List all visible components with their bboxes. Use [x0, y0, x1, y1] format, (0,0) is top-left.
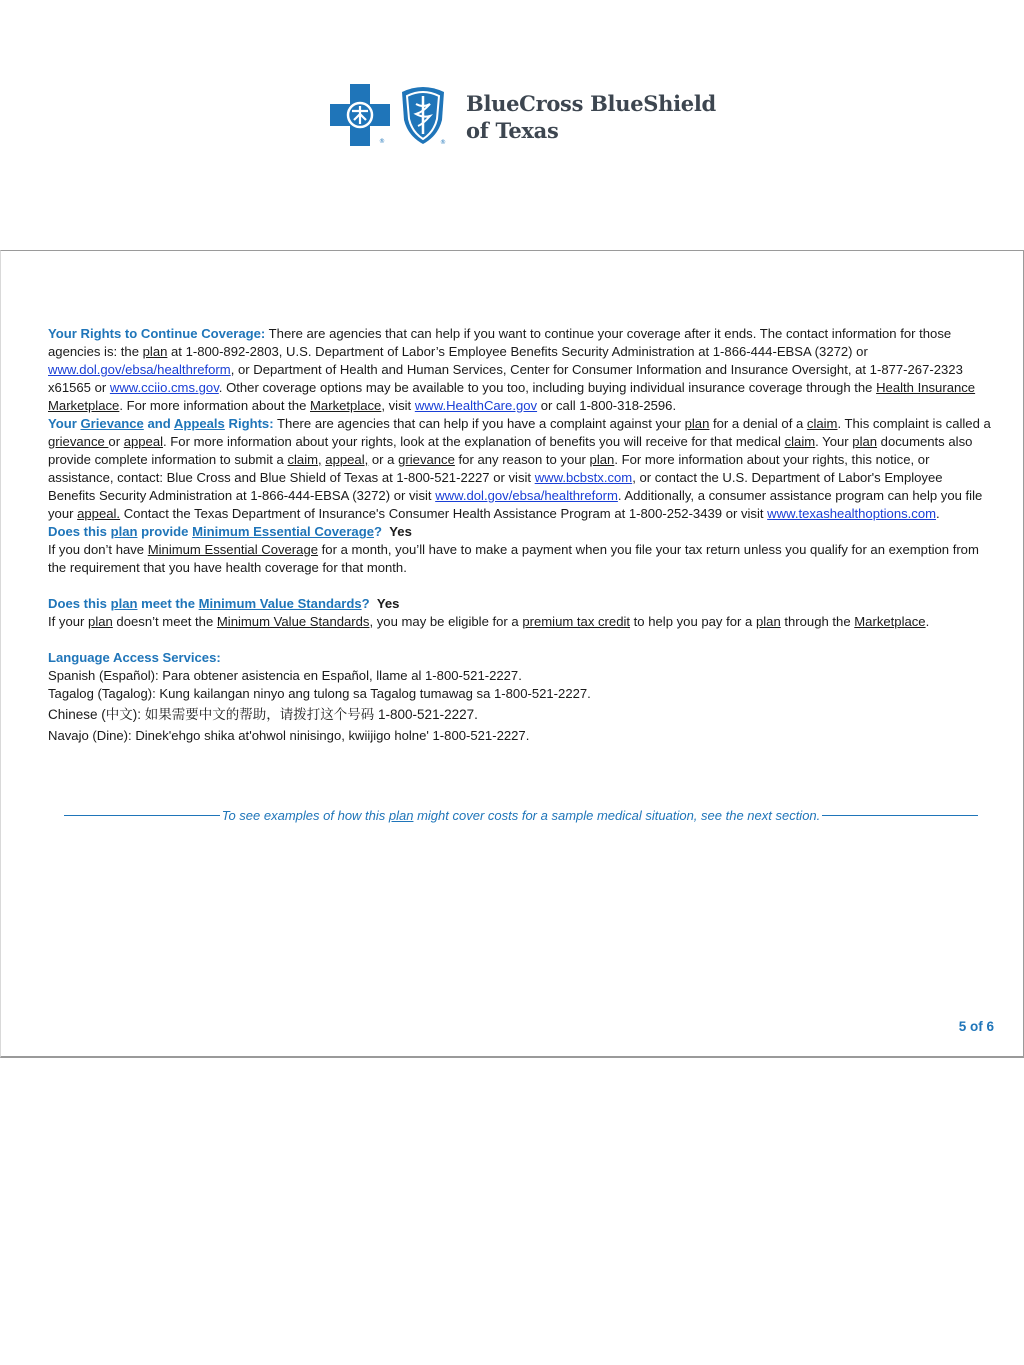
brand-name-line2: of Texas [466, 118, 559, 143]
mvs-answer: Yes [376, 596, 400, 611]
rights-continue-heading: Your Rights to Continue Coverage: [48, 326, 266, 341]
mec-question [48, 523, 993, 541]
text: or [108, 434, 124, 449]
brand-name-line1: BlueCross BlueShield [466, 91, 716, 116]
glossary-term-appeal[interactable]: appeal. [77, 506, 121, 521]
text: for any reason to your [454, 452, 590, 467]
text: . [936, 506, 940, 521]
text: , or contact the U.S. Department of Labor's Employee Benefits Security Administration at 1-866-444-EBSA (3272) or visit [48, 470, 943, 503]
link-bcbstx[interactable]: www.bcbstx.com [534, 470, 633, 485]
glossary-term-grievance[interactable]: grievance [398, 452, 455, 467]
text: If you don’t have [48, 542, 148, 557]
grievance-appeals-section [48, 415, 993, 523]
language-spanish: Spanish (Español): Para obtener asistencia en Español, llame al 1-800-521-2227. [48, 668, 522, 683]
text: . Additionally, a consumer assistance program can help you file your [48, 488, 983, 521]
grievance-heading-your: Your [48, 416, 81, 431]
text: There are agencies that can help if you want to continue your coverage after it ends. The contact information for those agencies is: the [48, 326, 952, 359]
language-access-heading: Language Access Services: [48, 650, 221, 665]
language-navajo: Navajo (Dine): Dinek'ehgo shika at'ohwol ninisingo, kwiijigo holne' 1-800-521-2227. [48, 728, 530, 743]
divider-rule-right [822, 815, 978, 816]
mec-question-text: ? [374, 524, 382, 539]
glossary-term-plan[interactable]: plan [684, 416, 710, 431]
glossary-term-marketplace[interactable]: Marketplace [854, 614, 926, 629]
text: , visit [381, 398, 415, 413]
mvs-question-text: meet the [137, 596, 199, 611]
brand-name [466, 90, 716, 144]
grievance-heading-and: and [143, 416, 174, 431]
language-chinese: Chinese (中文): 如果需要中文的帮助，请拨打这个号码 1-800-521-2227. [48, 707, 478, 722]
mec-question-text: Does this [48, 524, 111, 539]
mvs-section [48, 595, 993, 631]
glossary-term-plan[interactable]: plan [589, 452, 615, 467]
text: . This complaint is called a [837, 416, 991, 431]
glossary-term-appeal[interactable]: appeal, [325, 452, 369, 467]
text: or a [368, 452, 399, 467]
link-healthcare-gov[interactable]: www.HealthCare.gov [414, 398, 538, 413]
text: There are agencies that can help if you have a complaint against your [273, 416, 685, 431]
mec-body [48, 541, 993, 577]
glossary-term-claim[interactable]: claim [784, 434, 816, 449]
glossary-term-marketplace[interactable]: Marketplace [310, 398, 382, 413]
glossary-term-plan[interactable]: plan [110, 596, 138, 611]
glossary-term-minimum-essential-coverage[interactable]: Minimum Essential Coverage [192, 524, 374, 539]
glossary-term-plan[interactable]: plan [755, 614, 781, 629]
text: documents also provide complete information to submit a [48, 434, 973, 467]
glossary-term-claim[interactable]: claim, [287, 452, 322, 467]
rights-continue-section [48, 325, 993, 415]
blue-shield-caduceus-icon [398, 84, 448, 151]
link-cciio[interactable]: www.cciio.cms.gov [109, 380, 219, 395]
divider-rule-left [64, 815, 220, 816]
mvs-body [48, 613, 993, 631]
glossary-term-health-insurance-marketplace[interactable]: Health Insurance Marketplace [48, 380, 976, 413]
glossary-term-plan[interactable]: plan [110, 524, 138, 539]
text: for a denial of a [709, 416, 807, 431]
glossary-term-minimum-value-standards[interactable]: Minimum Value Standards [198, 596, 362, 611]
grievance-heading-rights: Rights: [224, 416, 274, 431]
glossary-term-claim[interactable]: claim [806, 416, 838, 431]
text: . For more information about your rights, look at the explanation of benefits you will receive for that medical [163, 434, 785, 449]
text: . For more information about the [119, 398, 311, 413]
text: . Your [815, 434, 853, 449]
text: at 1-800-892-2803, U.S. Department of Labor’s Employee Benefits Security Administration at 1-866-444-EBSA (3272) or [167, 344, 868, 359]
glossary-term-appeal[interactable]: appeal [123, 434, 164, 449]
glossary-term-plan[interactable]: plan [88, 614, 113, 629]
glossary-term-premium-tax-credit[interactable]: premium tax credit [522, 614, 631, 629]
text: to help you pay for a [630, 614, 756, 629]
link-dol-healthreform[interactable]: www.dol.gov/ebsa/healthreform [48, 362, 231, 377]
mec-question-text: provide [137, 524, 193, 539]
glossary-term-plan[interactable]: plan [142, 344, 168, 359]
language-tagalog: Tagalog (Tagalog): Kung kailangan ninyo ang tulong sa Tagalog tumawag sa 1-800-521-2227. [48, 686, 591, 701]
glossary-term-grievance-heading[interactable]: Grievance [80, 416, 144, 431]
text: , you may be eligible for a [369, 614, 523, 629]
svg-text:®: ® [379, 137, 385, 145]
mvs-question-text: Does this [48, 596, 111, 611]
text: Contact the Texas Department of Insurance's Consumer Health Assistance Program at 1-800-252-3439 or visit [120, 506, 768, 521]
document-body [48, 325, 993, 745]
glossary-term-plan[interactable]: plan [852, 434, 878, 449]
next-section-divider [64, 806, 978, 824]
glossary-term-grievance[interactable]: grievance [48, 434, 109, 449]
text: . Other coverage options may be available to you too, including buying individual insurance coverage through the [218, 380, 877, 395]
text: . For more information about your rights, this notice, or assistance, contact: Blue Cross and Blue Shield of Texas at 1-800-521-2227 or visit [48, 452, 930, 485]
glossary-term-appeals-heading[interactable]: Appeals [173, 416, 225, 431]
glossary-term-minimum-essential-coverage[interactable]: Minimum Essential Coverage [147, 542, 319, 557]
next-section-note [220, 808, 823, 823]
text: through the [780, 614, 855, 629]
link-texashealthoptions[interactable]: www.texashealthoptions.com [767, 506, 937, 521]
brand-logo [330, 84, 716, 150]
glossary-term-plan[interactable]: plan [388, 807, 414, 823]
mec-section [48, 523, 993, 577]
language-access-section [48, 649, 993, 745]
link-dol-healthreform[interactable]: www.dol.gov/ebsa/healthreform [435, 488, 618, 503]
page-number: 5 of 6 [958, 1019, 994, 1034]
text: , or Department of Health and Human Services, Center for Consumer Information and Insurance Oversight, at 1-877-267-2323 x61565 or [48, 362, 963, 395]
svg-text:®: ® [440, 138, 446, 146]
text: for a month, you’ll have to make a payment when you file your tax return unless you qualify for an exemption from the requirement that you have health coverage for that month. [48, 542, 979, 575]
blue-cross-icon [330, 84, 390, 151]
text: or call 1-800-318-2596. [537, 398, 677, 413]
mec-answer: Yes [389, 524, 412, 539]
text: might cover costs for a sample medical situation, see the next section. [413, 807, 821, 823]
mvs-question-text: ? [361, 596, 370, 611]
glossary-term-minimum-value-standards[interactable]: Minimum Value Standards [216, 614, 370, 629]
text: To see examples of how this [221, 807, 389, 823]
text: . [925, 614, 930, 629]
text: If your [48, 614, 89, 629]
text: doesn’t meet the [112, 614, 217, 629]
mvs-question [48, 595, 993, 613]
